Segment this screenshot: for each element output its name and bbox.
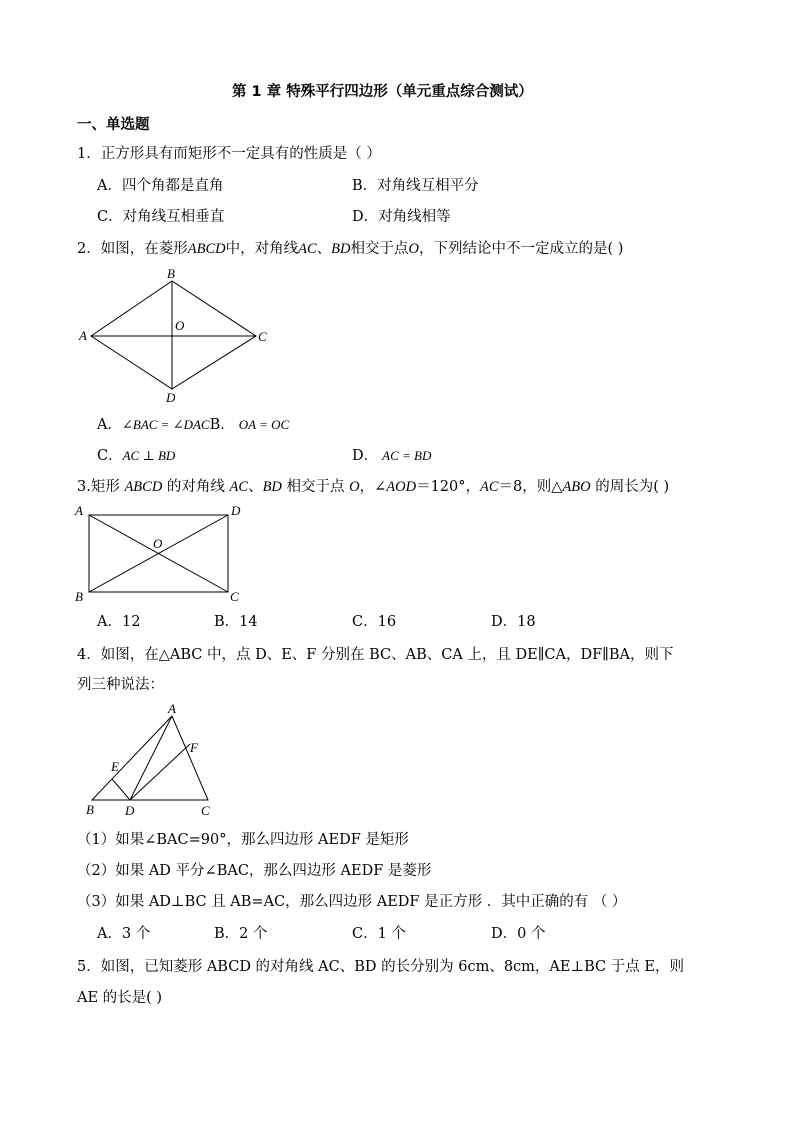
math-bd: BD xyxy=(262,479,282,495)
question-4-statement-3: （3）如果 AD⊥BC 且 AB=AC，那么四边形 AEDF 是正方形 ．其中正确的有 （ ） xyxy=(77,894,627,910)
math-o: O xyxy=(408,241,419,257)
option-b-label[interactable]: B． xyxy=(209,417,235,433)
math-abcd: ABCD xyxy=(124,479,163,495)
stem-text: 3.矩形 xyxy=(77,479,125,495)
label-d: D xyxy=(166,390,176,405)
label-o: O xyxy=(175,318,185,333)
label-d: D xyxy=(125,803,135,818)
stem-text: 的对角线 xyxy=(162,479,230,495)
label-b: B xyxy=(167,266,175,281)
stem-text: 中，对角线 xyxy=(225,241,299,257)
math-o: O xyxy=(349,479,360,495)
math-bd: BD xyxy=(331,241,351,257)
question-1-stem: 1．正方形具有而矩形不一定具有的性质是（ ） xyxy=(77,146,381,162)
math-abcd: ABCD xyxy=(187,241,226,257)
label-a: A xyxy=(75,503,83,518)
stem-text: 、 xyxy=(316,241,332,257)
label-b: B xyxy=(75,589,83,604)
label-a: A xyxy=(79,328,87,343)
label-f: F xyxy=(190,740,198,755)
option-label: D． xyxy=(352,448,379,464)
option-math: AC ⊥ BD xyxy=(122,448,176,463)
question-4-statement-1: （1）如果∠BAC=90°，那么四边形 AEDF 是矩形 xyxy=(77,832,409,848)
question-4-stem-line-1: 4．如图，在△ABC 中，点 D、E、F 分别在 BC、AB、CA 上，且 DE∥CA，DF∥BA，则下 xyxy=(77,647,674,663)
question-1-option-a[interactable]: A．四个角都是直角 xyxy=(97,178,224,194)
question-4-stem-line-2: 列三种说法： xyxy=(77,677,164,693)
question-1-option-c[interactable]: C．对角线互相垂直 xyxy=(97,209,225,225)
stem-text: 的周长为( ) xyxy=(590,479,670,495)
section-heading: 一、单选题 xyxy=(77,117,150,133)
stem-text: 相交于点 xyxy=(281,479,350,495)
stem-text: 相交于点 xyxy=(350,241,409,257)
question-4-statement-2: （2）如果 AD 平分∠BAC，那么四边形 AEDF 是菱形 xyxy=(77,863,432,879)
question-4-option-b[interactable]: B．2 个 xyxy=(214,926,268,942)
question-1-option-b[interactable]: B．对角线互相平分 xyxy=(352,178,479,194)
segment-de xyxy=(112,779,130,800)
stem-text: ＝8，则△ xyxy=(498,479,563,495)
question-3-option-c[interactable]: C．16 xyxy=(352,614,397,630)
question-4-option-a[interactable]: A．3 个 xyxy=(97,926,151,942)
math-aod: AOD xyxy=(386,479,417,495)
option-b-math: OA = OC xyxy=(238,417,290,432)
question-5-stem-line-2: AE 的长是( ) xyxy=(77,990,163,1006)
label-c: C xyxy=(230,589,239,604)
label-e: E xyxy=(111,759,119,774)
stem-text: ＝120°， xyxy=(416,479,481,495)
label-b: B xyxy=(86,802,94,817)
question-3-option-d[interactable]: D．18 xyxy=(491,614,536,630)
math-ac: AC xyxy=(480,479,499,495)
question-4-option-c[interactable]: C．1 个 xyxy=(352,926,406,942)
stem-text: 2．如图，在菱形 xyxy=(77,241,188,257)
question-3-option-b[interactable]: B．14 xyxy=(214,614,258,630)
math-ac: AC xyxy=(229,479,249,495)
stem-text: ，下列结论中不一定成立的是( ) xyxy=(418,241,624,257)
option-label: A． xyxy=(97,417,122,433)
segment-ad xyxy=(130,716,172,800)
question-1-option-d[interactable]: D．对角线相等 xyxy=(352,209,451,225)
page-title: 第 1 章 特殊平行四边形（单元重点综合测试） xyxy=(232,84,533,100)
option-label: C． xyxy=(97,448,123,464)
option-math: AC = BD xyxy=(382,448,432,463)
triangle-abc xyxy=(92,716,208,800)
question-5-stem-line-1: 5．如图，已知菱形 ABCD 的对角线 AC、BD 的长分别为 6cm、8cm，AE⊥BC 于点 E，则 xyxy=(77,959,684,975)
label-d: D xyxy=(231,503,241,518)
math-abo: ABO xyxy=(562,479,591,495)
segment-df xyxy=(130,744,190,800)
label-c: C xyxy=(201,803,210,818)
stem-text: 、 xyxy=(248,479,263,495)
label-o: O xyxy=(153,536,163,551)
stem-text: ，∠ xyxy=(359,479,387,495)
label-a: A xyxy=(168,701,176,716)
question-3-option-a[interactable]: A．12 xyxy=(97,614,141,630)
option-math: ∠BAC = ∠DAC xyxy=(121,417,210,432)
math-ac: AC xyxy=(298,241,317,257)
label-c: C xyxy=(258,329,267,344)
question-4-option-d[interactable]: D．0 个 xyxy=(491,926,546,942)
